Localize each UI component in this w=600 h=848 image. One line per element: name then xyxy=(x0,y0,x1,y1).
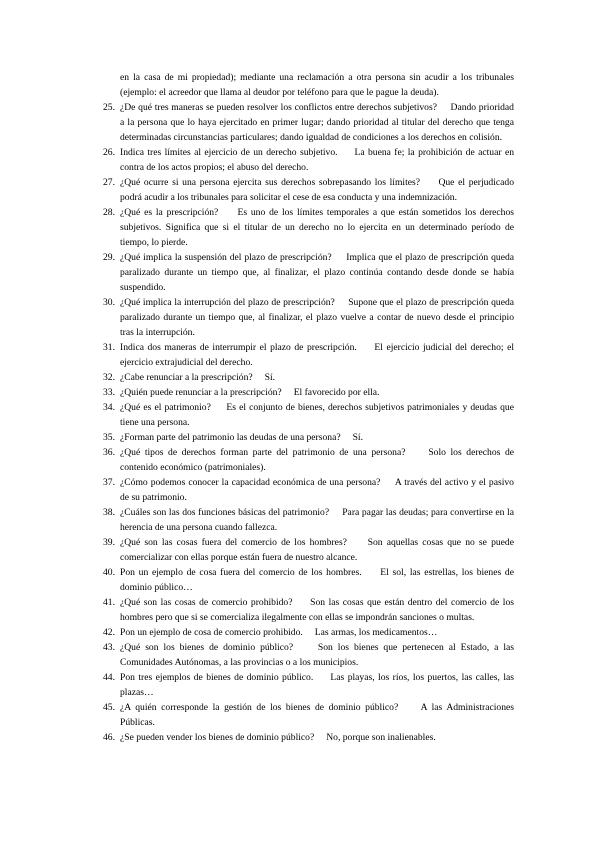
item-number: 33. xyxy=(103,387,115,398)
item-number: 46. xyxy=(103,732,115,743)
list-item xyxy=(101,505,514,535)
list-item xyxy=(101,385,514,400)
list-item xyxy=(101,595,514,625)
list-item xyxy=(101,475,514,505)
answer-text: El ejercicio judicial del derecho; el ejercicio extrajudicial del derecho. xyxy=(120,342,514,368)
list-item xyxy=(101,175,514,205)
answer-text: A través del activo y el pasivo de su patrimonio. xyxy=(120,477,514,503)
item-number: 35. xyxy=(103,432,115,443)
answer-text: No, porque son inalienables. xyxy=(326,732,436,743)
answer-text: A las Administraciones Públicas. xyxy=(120,702,515,728)
item-number: 26. xyxy=(103,147,115,158)
item-number: 31. xyxy=(103,342,115,353)
item-number: 32. xyxy=(103,372,115,383)
list-item xyxy=(101,295,514,340)
list-item xyxy=(101,205,514,250)
question-text: ¿Cuáles son las dos funciones básicas del patrimonio? xyxy=(120,507,330,518)
item-number: 45. xyxy=(103,702,115,713)
list-item xyxy=(101,370,514,385)
question-list xyxy=(101,70,514,745)
list-item xyxy=(101,400,514,430)
question-text: Indica tres límites al ejercicio de un derecho subjetivo. xyxy=(120,147,338,158)
question-text: ¿Qué tipos de derechos forman parte del patrimonio de una persona? xyxy=(120,447,406,458)
item-number: 36. xyxy=(103,447,115,458)
question-text: ¿Qué es la prescripción? xyxy=(120,207,219,218)
list-item xyxy=(101,730,514,745)
answer-text: Que el perjudicado podrá acudir a los tribunales para solicitar el cese de esa conducta y una indemnización. xyxy=(120,177,514,203)
answer-text: El favorecido por ella. xyxy=(293,387,380,398)
question-text: ¿Qué es el patrimonio? xyxy=(120,402,211,413)
list-item xyxy=(101,340,514,370)
item-number: 25. xyxy=(103,102,115,113)
item-number: 38. xyxy=(103,507,115,518)
question-text: ¿De qué tres maneras se pueden resolver los conflictos entre derechos subjetivos? xyxy=(120,102,437,113)
question-text: ¿Cómo podemos conocer la capacidad económica de una persona? xyxy=(120,477,381,488)
list-item xyxy=(101,250,514,295)
item-number: 27. xyxy=(103,177,115,188)
answer-text: Son los bienes que pertenecen al Estado, a las Comunidades Autónomas, a las provincias o a los municipios. xyxy=(120,642,514,668)
item-number: 43. xyxy=(103,642,115,653)
item-number: 44. xyxy=(103,672,115,683)
list-item xyxy=(101,535,514,565)
items-container xyxy=(101,100,514,745)
question-text: Indica dos maneras de interrumpir el plazo de prescripción. xyxy=(120,342,357,353)
list-item xyxy=(101,445,514,475)
question-text: ¿Qué implica la interrupción del plazo de prescripción? xyxy=(120,297,335,308)
list-item xyxy=(101,625,514,640)
question-text: ¿Forman parte del patrimonio las deudas de una persona? xyxy=(120,432,341,443)
question-text: ¿Quién puede renunciar a la prescripción? xyxy=(120,387,282,398)
question-text: ¿Qué ocurre si una persona ejercita sus derechos sobrepasando los límites? xyxy=(120,177,421,188)
answer-text: Para pagar las deudas; para convertirse en la herencia de una persona cuando fallezca. xyxy=(120,507,514,533)
question-text: Pon un ejemplo de cosa fuera del comercio de los hombres. xyxy=(120,567,362,578)
list-item xyxy=(101,565,514,595)
question-text: Pon un ejemplo de cosa de comercio prohibido. xyxy=(120,627,303,638)
answer-text: Sí. xyxy=(264,372,276,383)
answer-text: Dando prioridad a la persona que lo haya ejercitado en primer lugar; dando prioridad al titular del derecho que tenga determinadas circunstancias particulares; dando igualdad de condiciones a los derechos en colisión. xyxy=(120,102,514,143)
list-item xyxy=(101,640,514,670)
item-number: 30. xyxy=(103,297,115,308)
question-text: ¿Qué son las cosas fuera del comercio de los hombres? xyxy=(120,537,347,548)
continued-answer: en la casa de mi propiedad); mediante una reclamación a otra persona sin acudir a los tribunales (ejemplo: el acreedor que llama al deudor por teléfono para que le pague la deuda). xyxy=(120,72,514,98)
answer-text: Son aquellas cosas que no se puede comercializar con ellas porque están fuera de nuestro alcance. xyxy=(120,537,514,563)
answer-text: Las armas, los medicamentos… xyxy=(314,627,438,638)
answer-text: Es uno de los límites temporales a que están sometidos los derechos subjetivos. Significa que si el titular de un derecho no lo ejercita en un determinado período de tiempo, lo pierde. xyxy=(120,207,514,248)
answer-text: Es el conjunto de bienes, derechos subjetivos patrimoniales y deudas que tiene una persona. xyxy=(120,402,514,428)
list-item xyxy=(101,700,514,730)
list-item xyxy=(101,670,514,700)
question-text: ¿Qué implica la suspensión del plazo de prescripción? xyxy=(120,252,332,263)
answer-text: La buena fe; la prohibición de actuar en contra de los actos propios; el abuso del derecho. xyxy=(120,147,514,173)
item-number: 40. xyxy=(103,567,115,578)
list-item xyxy=(101,100,514,145)
item-number: 34. xyxy=(103,402,115,413)
question-text: ¿Qué son los bienes de dominio público? xyxy=(120,642,294,653)
item-number: 29. xyxy=(103,252,115,263)
item-number: 42. xyxy=(103,627,115,638)
answer-text: Solo los derechos de contenido económico (patrimoniales). xyxy=(120,447,514,473)
list-item xyxy=(101,145,514,175)
answer-text: Supone que el plazo de prescripción queda paralizado durante un tiempo que, al finalizar, el plazo vuelve a contar de nuevo desde el principio tras la interrupción. xyxy=(120,297,515,338)
answer-text: El sol, las estrellas, los bienes de dominio público… xyxy=(120,567,514,593)
question-text: ¿Se pueden vender los bienes de dominio público? xyxy=(120,732,315,743)
list-item xyxy=(101,430,514,445)
answer-text: Implica que el plazo de prescripción queda paralizado durante un tiempo que, al finalizar, el plazo continúa contando desde donde se había suspendido. xyxy=(120,252,515,293)
answer-text: Sí. xyxy=(352,432,363,443)
item-number: 28. xyxy=(103,207,115,218)
answer-text: Las playas, los ríos, los puertos, las calles, las plazas… xyxy=(120,672,515,698)
item-number: 39. xyxy=(103,537,115,548)
question-text: ¿A quién corresponde la gestión de los bienes de dominio público? xyxy=(120,702,399,713)
item-number: 41. xyxy=(103,597,115,608)
item-number: 37. xyxy=(103,477,115,488)
question-text: ¿Qué son las cosas de comercio prohibido? xyxy=(120,597,293,608)
answer-text: Son las cosas que están dentro del comercio de los hombres pero que si se comercializa ilegalmente con ellas se impondrán sanciones o multas. xyxy=(120,597,514,623)
question-text: ¿Cabe renunciar a la prescripción? xyxy=(120,372,253,383)
question-text: Pon tres ejemplos de bienes de dominio público. xyxy=(120,672,314,683)
